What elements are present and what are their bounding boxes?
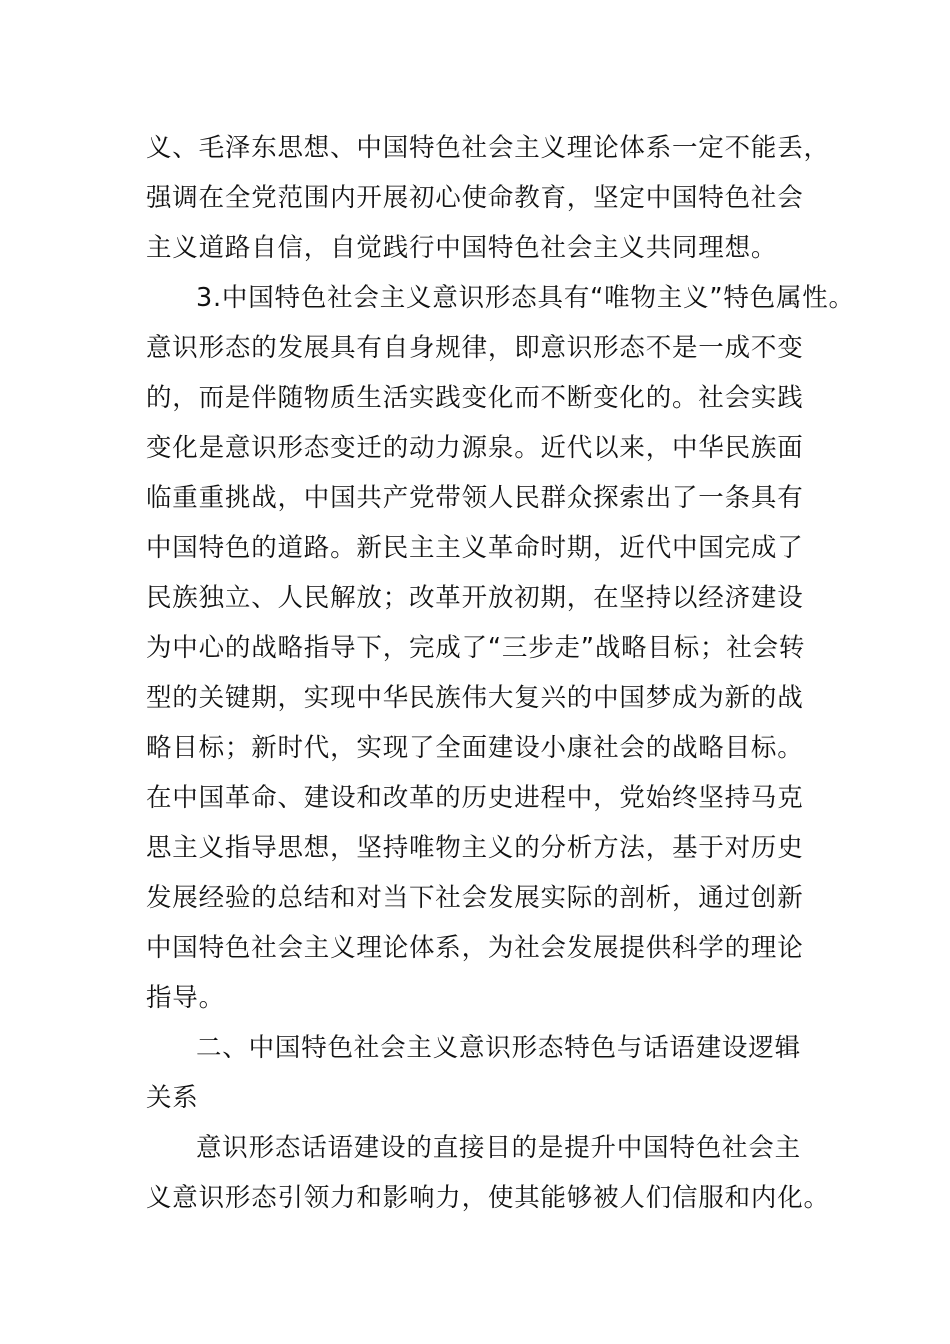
- text-line: 义、毛泽东思想、中国特色社会主义理论体系一定不能丢，: [146, 133, 830, 163]
- text-line: 主义道路自信，自觉践行中国特色社会主义共同理想。: [146, 233, 778, 263]
- text-line: 指导。: [146, 983, 225, 1013]
- text-line: 略目标；新时代，实现了全面建设小康社会的战略目标。: [146, 733, 804, 763]
- text-line: 发展经验的总结和对当下社会发展实际的剖析，通过创新: [146, 883, 804, 913]
- text-line: 义意识形态引领力和影响力，使其能够被人们信服和内化。: [146, 1183, 830, 1213]
- text-line: 中国特色社会主义理论体系，为社会发展提供科学的理论: [146, 933, 804, 963]
- text-line: 型的关键期，实现中华民族伟大复兴的中国梦成为新的战: [146, 683, 804, 713]
- text-line: 变化是意识形态变迁的动力源泉。近代以来，中华民族面: [146, 433, 804, 463]
- text-line: 临重重挑战，中国共产党带领人民群众探索出了一条具有: [146, 483, 804, 513]
- text-line: 意识形态话语建设的直接目的是提升中国特色社会主: [196, 1133, 801, 1163]
- text-line: 思主义指导思想，坚持唯物主义的分析方法，基于对历史: [146, 833, 804, 863]
- text-line: 的，而是伴随物质生活实践变化而不断变化的。社会实践: [146, 383, 804, 413]
- section-heading: 二、中国特色社会主义意识形态特色与话语建设逻辑: [196, 1033, 801, 1063]
- text-line: 意识形态的发展具有自身规律，即意识形态不是一成不变: [146, 333, 804, 363]
- text-line: 为中心的战略指导下，完成了“三步走”战略目标；社会转: [146, 633, 806, 663]
- text-line: 在中国革命、建设和改革的历史进程中，党始终坚持马克: [146, 783, 804, 813]
- text-line: 强调在全党范围内开展初心使命教育，坚定中国特色社会: [146, 183, 804, 213]
- section-heading-continued: 关系: [146, 1083, 199, 1113]
- text-line: 民族独立、人民解放；改革开放初期，在坚持以经济建设: [146, 583, 804, 613]
- paragraph-heading: 3.中国特色社会主义意识形态具有“唯物主义”特色属性。: [196, 283, 855, 313]
- text-line: 中国特色的道路。新民主主义革命时期，近代中国完成了: [146, 533, 804, 563]
